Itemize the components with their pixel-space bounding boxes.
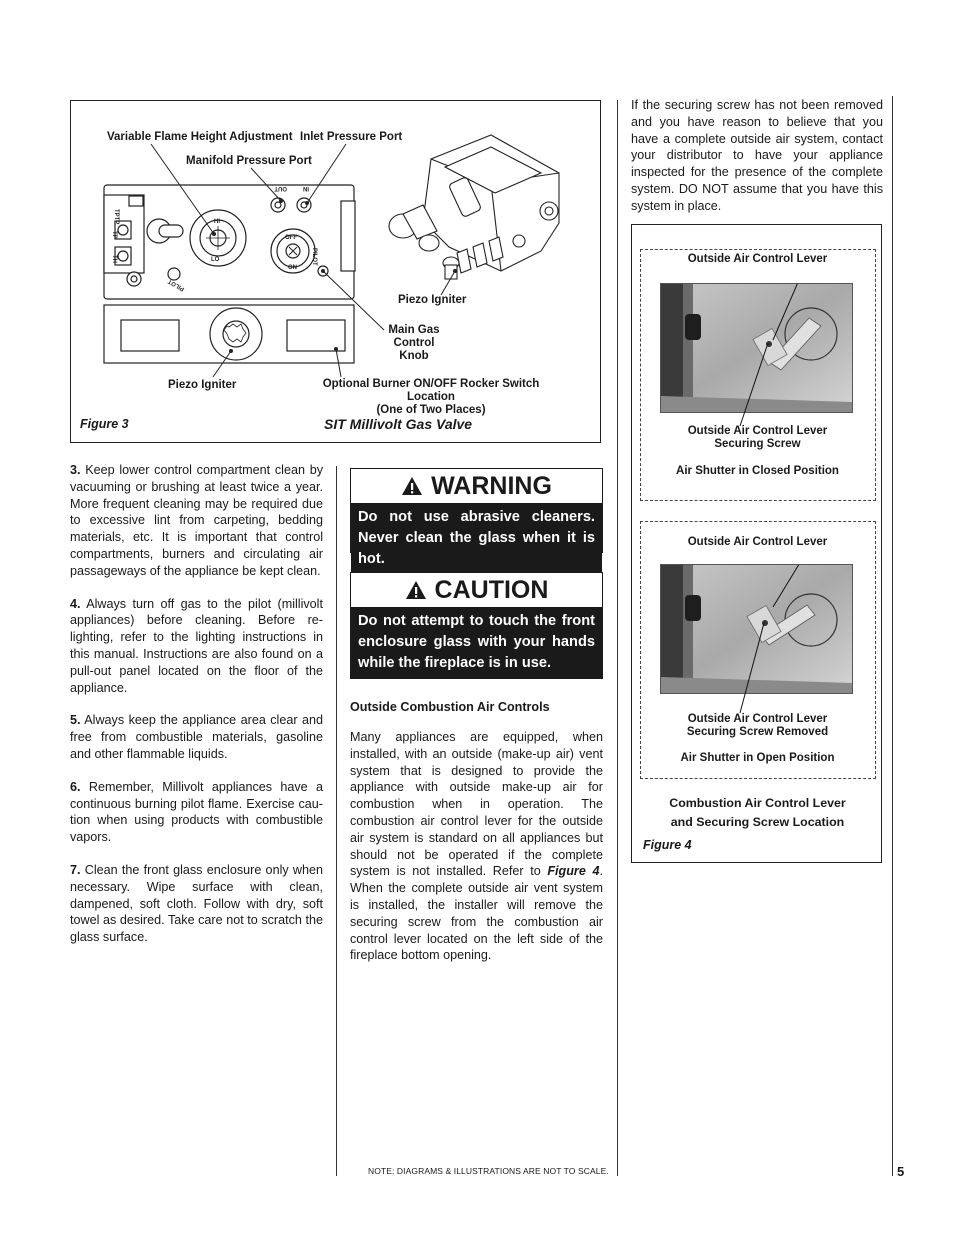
caution-triangle-icon [405,580,427,600]
closed-screw-line2: Securing Screw [714,438,801,450]
mark-pilot: PILOT [311,248,317,266]
label-rocker-line1: Optional Burner ON/OFF Rocker Switch Location [322,378,540,403]
mark-out: OUT [274,185,287,191]
warning-box [350,468,603,567]
paragraph-5: 5. Always keep the appliance area clear and free from combustible materials, gasoline and other flammable liquids. [70,713,323,761]
page-number: 5 [897,1164,905,1179]
open-screw-leader [632,225,883,864]
figure-3-caption: SIT Millivolt Gas Valve [324,416,473,432]
figure-4-box [631,224,882,863]
section-heading-outside-air: Outside Combustion Air Controls [350,700,550,714]
figure-3-box [70,100,601,443]
column-divider-left [336,466,337,1176]
warning-text: Do not use abrasive cleaners. Never clean the glass when it is hot. [351,503,602,574]
warning-triangle-icon [401,476,423,496]
label-variable-flame-height: Variable Flame Height Adjustment [107,131,293,143]
paragraph-6: 6. Remember, Millivolt appliances have a continuous burning pilot flame. Exercise cau- tion when using products with combustible vapors. [70,779,323,845]
label-main-gas-control-knob [379,324,449,363]
label-manifold-pressure-port: Manifold Pressure Port [186,155,312,167]
mark-tp: TP [111,231,117,239]
column-2-text [350,699,603,964]
mark-hi: HI [214,219,220,225]
label-main-gas-line2: Control Knob [393,337,435,362]
column-3-text [631,97,883,215]
label-piezo-igniter-right: Piezo Igniter [398,294,467,306]
page-edge-rule [892,96,893,1176]
label-piezo-igniter-left: Piezo Igniter [168,379,237,391]
caution-text: Do not attempt to touch the front enclosure glass with your hands while the fireplace is in use. [351,607,602,678]
paragraph-7: 7. Clean the front glass enclosure only when necessary. Wipe surface with clean, dampened, soft cloth. Follow with dry, soft towel as desired. Take care not to scratch the glass surface. [70,862,324,945]
figure-4-reference: Figure 4 [547,864,600,879]
label-inlet-pressure-port: Inlet Pressure Port [300,131,403,143]
caution-title: CAUTION [434,575,549,604]
figure-4-label: Figure 4 [643,838,692,852]
column-divider-right [617,100,618,1176]
open-screw-line1: Outside Air Control Lever [687,713,828,725]
open-position-label: Air Shutter in Open Position [680,752,835,764]
open-lever-label: Outside Air Control Lever [687,536,828,548]
figure-4-caption-line1: Combustion Air Control Lever [669,796,846,810]
open-screw-line2: Securing Screw Removed [686,726,829,738]
mark-on: ON [288,265,297,271]
mark-in: IN [303,185,309,191]
paragraph-4: 4. Always turn off gas to the pilot (millivolt appliances) before cleaning. Before re-lighting, refer to the lighting instructions in this manual. Instructions are also found on a pull-out panel located on the floor of the appliance. [70,596,323,695]
paragraph-3: 3. Keep lower control compartment clean by vacuuming or brushing at least twice a year. More frequent cleaning may be required due to excessive lint from carpeting, bedding materials, etc. It is important that control compartments, burners and circulating air passageways of the appliance be kept clean. [70,463,324,578]
mark-off: OFF [285,235,297,241]
figure-4-caption-line2: and Securing Screw Location [670,815,845,829]
closed-screw-line1: Outside Air Control Lever [687,425,828,437]
mark-th: TH [111,255,117,263]
caution-box [350,572,603,679]
securing-screw-paragraph: If the securing screw has not been removed and you have reason to believe that you have a complete outside air system, contact your distributor to have your appliance inspected for the presence of the complete system. DO NOT assume that you have this system in place. [631,98,883,213]
mark-tptp: TPTP [113,209,119,225]
warning-title: WARNING [431,471,552,500]
mark-lo: LO [211,257,220,263]
figure-3-label: Figure 3 [80,417,129,431]
label-rocker-line2: (One of Two Places) [376,404,486,416]
closed-position-label: Air Shutter in Closed Position [676,465,839,477]
label-main-gas-line1: Main Gas [388,324,440,336]
column-1 [70,462,323,946]
footer-note: NOTE: DIAGRAMS & ILLUSTRATIONS ARE NOT TO SCALE. [368,1166,609,1176]
figure-4-caption [632,794,883,832]
mark-pilot-adjust: PILOT [167,277,186,292]
closed-lever-label: Outside Air Control Lever [687,253,828,265]
label-rocker-switch [301,378,561,417]
outside-air-paragraph: Many appliances are equipped, when installed, with an outside (make-up air) vent system that is designed to provide the appliance with outside make-up air for combustion when in operation. The combustion air control lever for the outside air system is standard on all appliances but should not be operated if the complete system is not installed. Refer to Figure 4. When the complete outside air vent system is installed, the installer will remove the securing screw from the combustion air control lever located on the left side of the fireplace bottom opening. [350,730,603,963]
